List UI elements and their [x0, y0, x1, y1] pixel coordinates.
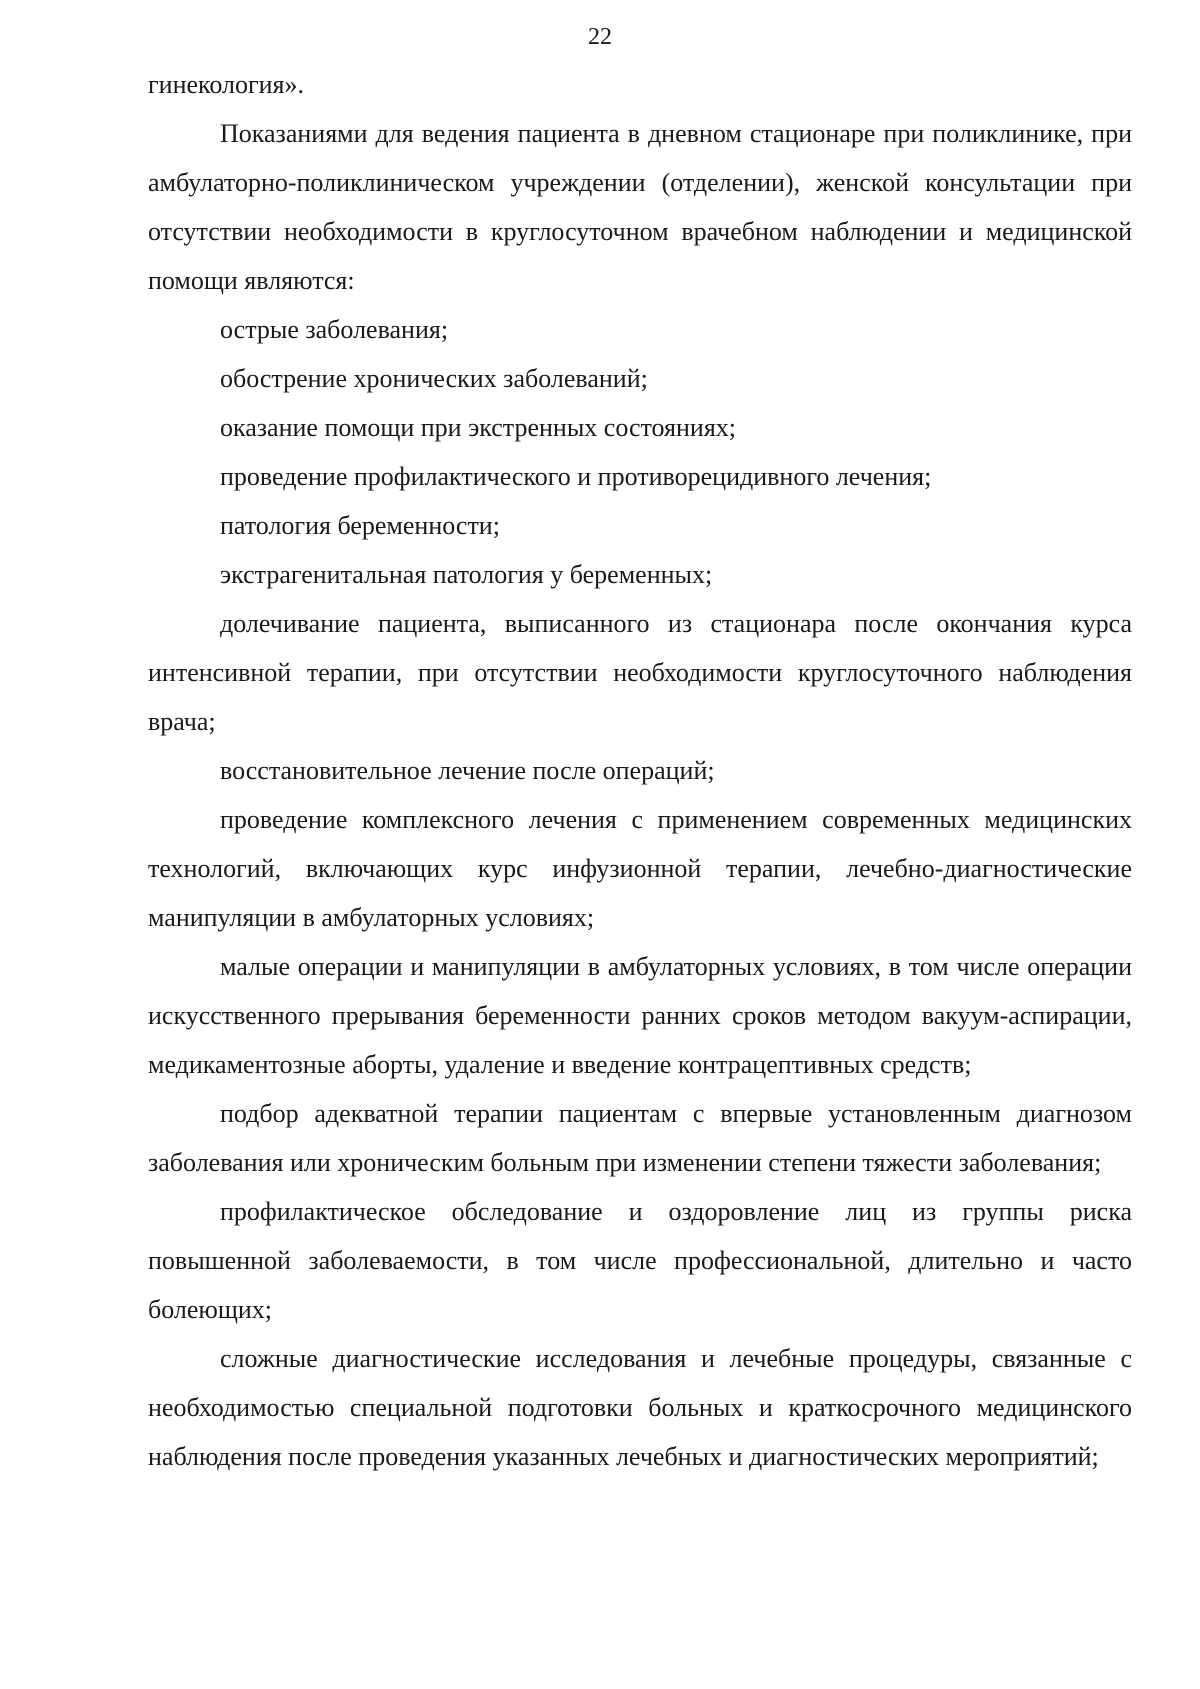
list-item: профилактическое обследование и оздоровление лиц из группы риска повышенной заболеваемости, в том числе профессиональной, длительно и часто болеющих;	[148, 1197, 1132, 1324]
paragraph-intro: Показаниями для ведения пациента в дневном стационаре при поликлинике, при амбулаторно-поликлиническом учреждении (отделении), женской консультации при отсутствии необходимости в круглосуточном врачебном наблюдении и медицинской помощи являются:	[148, 119, 1132, 295]
paragraph-continuation: гинекология».	[148, 70, 305, 99]
document-body	[148, 60, 1132, 1481]
list-item: обострение хронических заболеваний;	[220, 364, 648, 393]
list-item: острые заболевания;	[220, 315, 449, 344]
list-item: оказание помощи при экстренных состояниях;	[220, 413, 737, 442]
list-item: проведение профилактического и противорецидивного лечения;	[220, 462, 932, 491]
page-number: 22	[588, 24, 612, 50]
list-item: подбор адекватной терапии пациентам с впервые установленным диагнозом заболевания или хроническим больным при изменении степени тяжести заболевания;	[148, 1099, 1132, 1177]
list-item: долечивание пациента, выписанного из стационара после окончания курса интенсивной терапии, при отсутствии необходимости круглосуточного наблюдения врача;	[148, 609, 1132, 736]
list-item: малые операции и манипуляции в амбулаторных условиях, в том числе операции искусственного прерывания беременности ранних сроков методом вакуум-аспирации, медикаментозные аборты, удаление и введение контрацептивных средств;	[148, 952, 1132, 1079]
list-item: патология беременности;	[220, 511, 500, 540]
list-item: проведение комплексного лечения с применением современных медицинских технологий, включающих курс инфузионной терапии, лечебно-диагностические манипуляции в амбулаторных условиях;	[148, 805, 1132, 932]
list-item: сложные диагностические исследования и лечебные процедуры, связанные с необходимостью специальной подготовки больных и краткосрочного медицинского наблюдения после проведения указанных лечебных и диагностических мероприятий;	[148, 1344, 1132, 1471]
list-item: восстановительное лечение после операций;	[220, 756, 715, 785]
list-item: экстрагенитальная патология у беременных;	[220, 560, 713, 589]
